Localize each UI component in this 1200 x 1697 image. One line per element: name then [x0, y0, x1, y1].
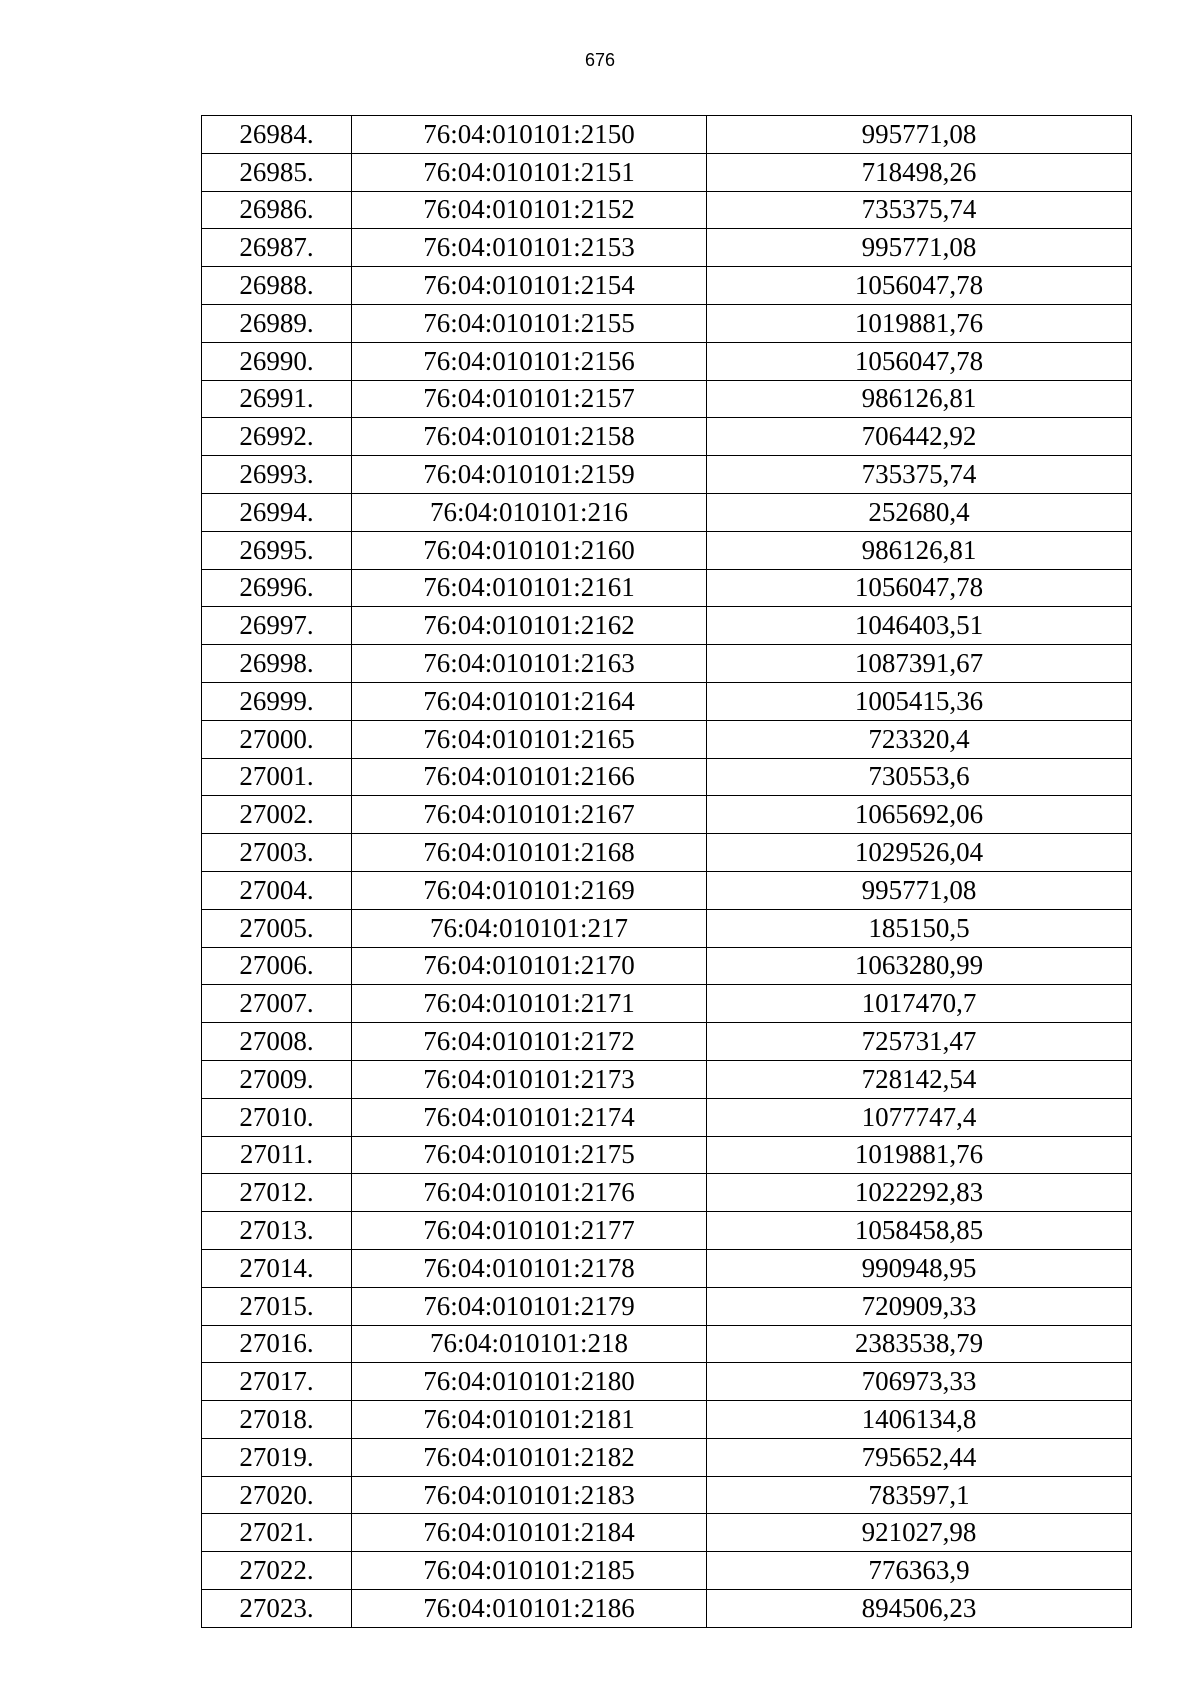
- cadastral-number-cell: 76:04:010101:2181: [352, 1401, 707, 1439]
- value-cell: 1087391,67: [707, 645, 1132, 683]
- value-cell: 986126,81: [707, 531, 1132, 569]
- value-cell: 795652,44: [707, 1438, 1132, 1476]
- table-row: [202, 645, 1132, 683]
- table-row: [202, 304, 1132, 342]
- value-cell: 730553,6: [707, 758, 1132, 796]
- value-cell: 783597,1: [707, 1476, 1132, 1514]
- cadastral-number-cell: 76:04:010101:2180: [352, 1363, 707, 1401]
- row-number-cell: 26985.: [202, 153, 352, 191]
- cadastral-number-cell: 76:04:010101:2160: [352, 531, 707, 569]
- row-number-cell: 26999.: [202, 682, 352, 720]
- cadastral-number-cell: 76:04:010101:2173: [352, 1060, 707, 1098]
- cadastral-number-cell: 76:04:010101:2167: [352, 796, 707, 834]
- row-number-cell: 27001.: [202, 758, 352, 796]
- row-number-cell: 27023.: [202, 1590, 352, 1628]
- value-cell: 1056047,78: [707, 342, 1132, 380]
- row-number-cell: 27014.: [202, 1249, 352, 1287]
- row-number-cell: 27022.: [202, 1552, 352, 1590]
- cadastral-number-cell: 76:04:010101:2179: [352, 1287, 707, 1325]
- cadastral-number-cell: 76:04:010101:2151: [352, 153, 707, 191]
- row-number-cell: 27008.: [202, 1023, 352, 1061]
- value-cell: 2383538,79: [707, 1325, 1132, 1363]
- table-row: [202, 342, 1132, 380]
- table-row: [202, 1438, 1132, 1476]
- table-row: [202, 569, 1132, 607]
- row-number-cell: 27018.: [202, 1401, 352, 1439]
- value-cell: 718498,26: [707, 153, 1132, 191]
- value-cell: 185150,5: [707, 909, 1132, 947]
- row-number-cell: 27004.: [202, 871, 352, 909]
- value-cell: 1077747,4: [707, 1098, 1132, 1136]
- value-cell: 725731,47: [707, 1023, 1132, 1061]
- cadastral-number-cell: 76:04:010101:2152: [352, 191, 707, 229]
- row-number-cell: 26990.: [202, 342, 352, 380]
- table-row: [202, 947, 1132, 985]
- table-row: [202, 607, 1132, 645]
- value-cell: 1019881,76: [707, 1136, 1132, 1174]
- table-row: [202, 1249, 1132, 1287]
- table-row: [202, 1325, 1132, 1363]
- row-number-cell: 26987.: [202, 229, 352, 267]
- value-cell: 1029526,04: [707, 834, 1132, 872]
- row-number-cell: 27012.: [202, 1174, 352, 1212]
- table-row: [202, 1023, 1132, 1061]
- cadastral-number-cell: 76:04:010101:2186: [352, 1590, 707, 1628]
- value-cell: 1017470,7: [707, 985, 1132, 1023]
- cadastral-number-cell: 76:04:010101:2172: [352, 1023, 707, 1061]
- table-row: [202, 229, 1132, 267]
- row-number-cell: 27007.: [202, 985, 352, 1023]
- row-number-cell: 27019.: [202, 1438, 352, 1476]
- cadastral-number-cell: 76:04:010101:2175: [352, 1136, 707, 1174]
- table-body: [202, 116, 1132, 1628]
- table-row: [202, 682, 1132, 720]
- cadastral-number-cell: 76:04:010101:2177: [352, 1212, 707, 1250]
- value-cell: 995771,08: [707, 229, 1132, 267]
- cadastral-number-cell: 76:04:010101:2178: [352, 1249, 707, 1287]
- row-number-cell: 27006.: [202, 947, 352, 985]
- value-cell: 995771,08: [707, 871, 1132, 909]
- row-number-cell: 27005.: [202, 909, 352, 947]
- row-number-cell: 27002.: [202, 796, 352, 834]
- value-cell: 1058458,85: [707, 1212, 1132, 1250]
- value-cell: 995771,08: [707, 116, 1132, 154]
- table-row: [202, 1590, 1132, 1628]
- table-row: [202, 531, 1132, 569]
- row-number-cell: 26992.: [202, 418, 352, 456]
- value-cell: 706973,33: [707, 1363, 1132, 1401]
- table-row: [202, 1136, 1132, 1174]
- table-row: [202, 1552, 1132, 1590]
- table-row: [202, 1514, 1132, 1552]
- row-number-cell: 26995.: [202, 531, 352, 569]
- row-number-cell: 26991.: [202, 380, 352, 418]
- table-row: [202, 758, 1132, 796]
- value-cell: 735375,74: [707, 191, 1132, 229]
- value-cell: 986126,81: [707, 380, 1132, 418]
- cadastral-number-cell: 76:04:010101:2168: [352, 834, 707, 872]
- table-row: [202, 153, 1132, 191]
- table-row: [202, 796, 1132, 834]
- row-number-cell: 26986.: [202, 191, 352, 229]
- cadastral-number-cell: 76:04:010101:2183: [352, 1476, 707, 1514]
- cadastral-number-cell: 76:04:010101:2164: [352, 682, 707, 720]
- cadastral-number-cell: 76:04:010101:2161: [352, 569, 707, 607]
- cadastral-number-cell: 76:04:010101:2157: [352, 380, 707, 418]
- cadastral-number-cell: 76:04:010101:2163: [352, 645, 707, 683]
- table-row: [202, 380, 1132, 418]
- value-cell: 735375,74: [707, 456, 1132, 494]
- row-number-cell: 27020.: [202, 1476, 352, 1514]
- cadastral-number-cell: 76:04:010101:2159: [352, 456, 707, 494]
- value-cell: 1056047,78: [707, 267, 1132, 305]
- table-row: [202, 191, 1132, 229]
- table-row: [202, 1174, 1132, 1212]
- row-number-cell: 27011.: [202, 1136, 352, 1174]
- table-row: [202, 1212, 1132, 1250]
- table-row: [202, 909, 1132, 947]
- cadastral-number-cell: 76:04:010101:2174: [352, 1098, 707, 1136]
- value-cell: 894506,23: [707, 1590, 1132, 1628]
- value-cell: 921027,98: [707, 1514, 1132, 1552]
- row-number-cell: 27003.: [202, 834, 352, 872]
- row-number-cell: 27015.: [202, 1287, 352, 1325]
- value-cell: 1019881,76: [707, 304, 1132, 342]
- table-row: [202, 871, 1132, 909]
- table-row: [202, 1363, 1132, 1401]
- table-row: [202, 116, 1132, 154]
- table-row: [202, 493, 1132, 531]
- row-number-cell: 26988.: [202, 267, 352, 305]
- table-row: [202, 418, 1132, 456]
- cadastral-number-cell: 76:04:010101:2185: [352, 1552, 707, 1590]
- row-number-cell: 26996.: [202, 569, 352, 607]
- row-number-cell: 26998.: [202, 645, 352, 683]
- value-cell: 1046403,51: [707, 607, 1132, 645]
- cadastral-number-cell: 76:04:010101:2169: [352, 871, 707, 909]
- cadastral-number-cell: 76:04:010101:2184: [352, 1514, 707, 1552]
- table-row: [202, 1098, 1132, 1136]
- value-cell: 252680,4: [707, 493, 1132, 531]
- value-cell: 776363,9: [707, 1552, 1132, 1590]
- cadastral-number-cell: 76:04:010101:2150: [352, 116, 707, 154]
- row-number-cell: 26993.: [202, 456, 352, 494]
- table-row: [202, 985, 1132, 1023]
- cadastral-number-cell: 76:04:010101:2165: [352, 720, 707, 758]
- page-number: 676: [584, 50, 616, 70]
- value-cell: 1406134,8: [707, 1401, 1132, 1439]
- cadastral-number-cell: 76:04:010101:2166: [352, 758, 707, 796]
- table-row: [202, 1060, 1132, 1098]
- row-number-cell: 26984.: [202, 116, 352, 154]
- table-row: [202, 720, 1132, 758]
- cadastral-number-cell: 76:04:010101:217: [352, 909, 707, 947]
- cadastral-number-cell: 76:04:010101:2176: [352, 1174, 707, 1212]
- table-row: [202, 1476, 1132, 1514]
- cadastral-number-cell: 76:04:010101:216: [352, 493, 707, 531]
- row-number-cell: 27021.: [202, 1514, 352, 1552]
- value-cell: 1005415,36: [707, 682, 1132, 720]
- value-cell: 728142,54: [707, 1060, 1132, 1098]
- row-number-cell: 26994.: [202, 493, 352, 531]
- value-cell: 723320,4: [707, 720, 1132, 758]
- cadastral-number-cell: 76:04:010101:2156: [352, 342, 707, 380]
- table-row: [202, 1401, 1132, 1439]
- value-cell: 1056047,78: [707, 569, 1132, 607]
- table-row: [202, 456, 1132, 494]
- cadastral-number-cell: 76:04:010101:2158: [352, 418, 707, 456]
- row-number-cell: 27000.: [202, 720, 352, 758]
- cadastral-number-cell: 76:04:010101:2153: [352, 229, 707, 267]
- value-cell: 1022292,83: [707, 1174, 1132, 1212]
- cadastral-number-cell: 76:04:010101:218: [352, 1325, 707, 1363]
- row-number-cell: 27009.: [202, 1060, 352, 1098]
- value-cell: 990948,95: [707, 1249, 1132, 1287]
- row-number-cell: 27017.: [202, 1363, 352, 1401]
- cadastral-number-cell: 76:04:010101:2154: [352, 267, 707, 305]
- cadastral-number-cell: 76:04:010101:2155: [352, 304, 707, 342]
- cadastral-number-cell: 76:04:010101:2171: [352, 985, 707, 1023]
- value-cell: 720909,33: [707, 1287, 1132, 1325]
- table-row: [202, 1287, 1132, 1325]
- row-number-cell: 26989.: [202, 304, 352, 342]
- row-number-cell: 26997.: [202, 607, 352, 645]
- table-row: [202, 267, 1132, 305]
- cadastral-number-cell: 76:04:010101:2182: [352, 1438, 707, 1476]
- row-number-cell: 27013.: [202, 1212, 352, 1250]
- row-number-cell: 27010.: [202, 1098, 352, 1136]
- value-cell: 1065692,06: [707, 796, 1132, 834]
- data-table: [201, 115, 1132, 1628]
- cadastral-number-cell: 76:04:010101:2162: [352, 607, 707, 645]
- cadastral-number-cell: 76:04:010101:2170: [352, 947, 707, 985]
- value-cell: 706442,92: [707, 418, 1132, 456]
- row-number-cell: 27016.: [202, 1325, 352, 1363]
- table-row: [202, 834, 1132, 872]
- value-cell: 1063280,99: [707, 947, 1132, 985]
